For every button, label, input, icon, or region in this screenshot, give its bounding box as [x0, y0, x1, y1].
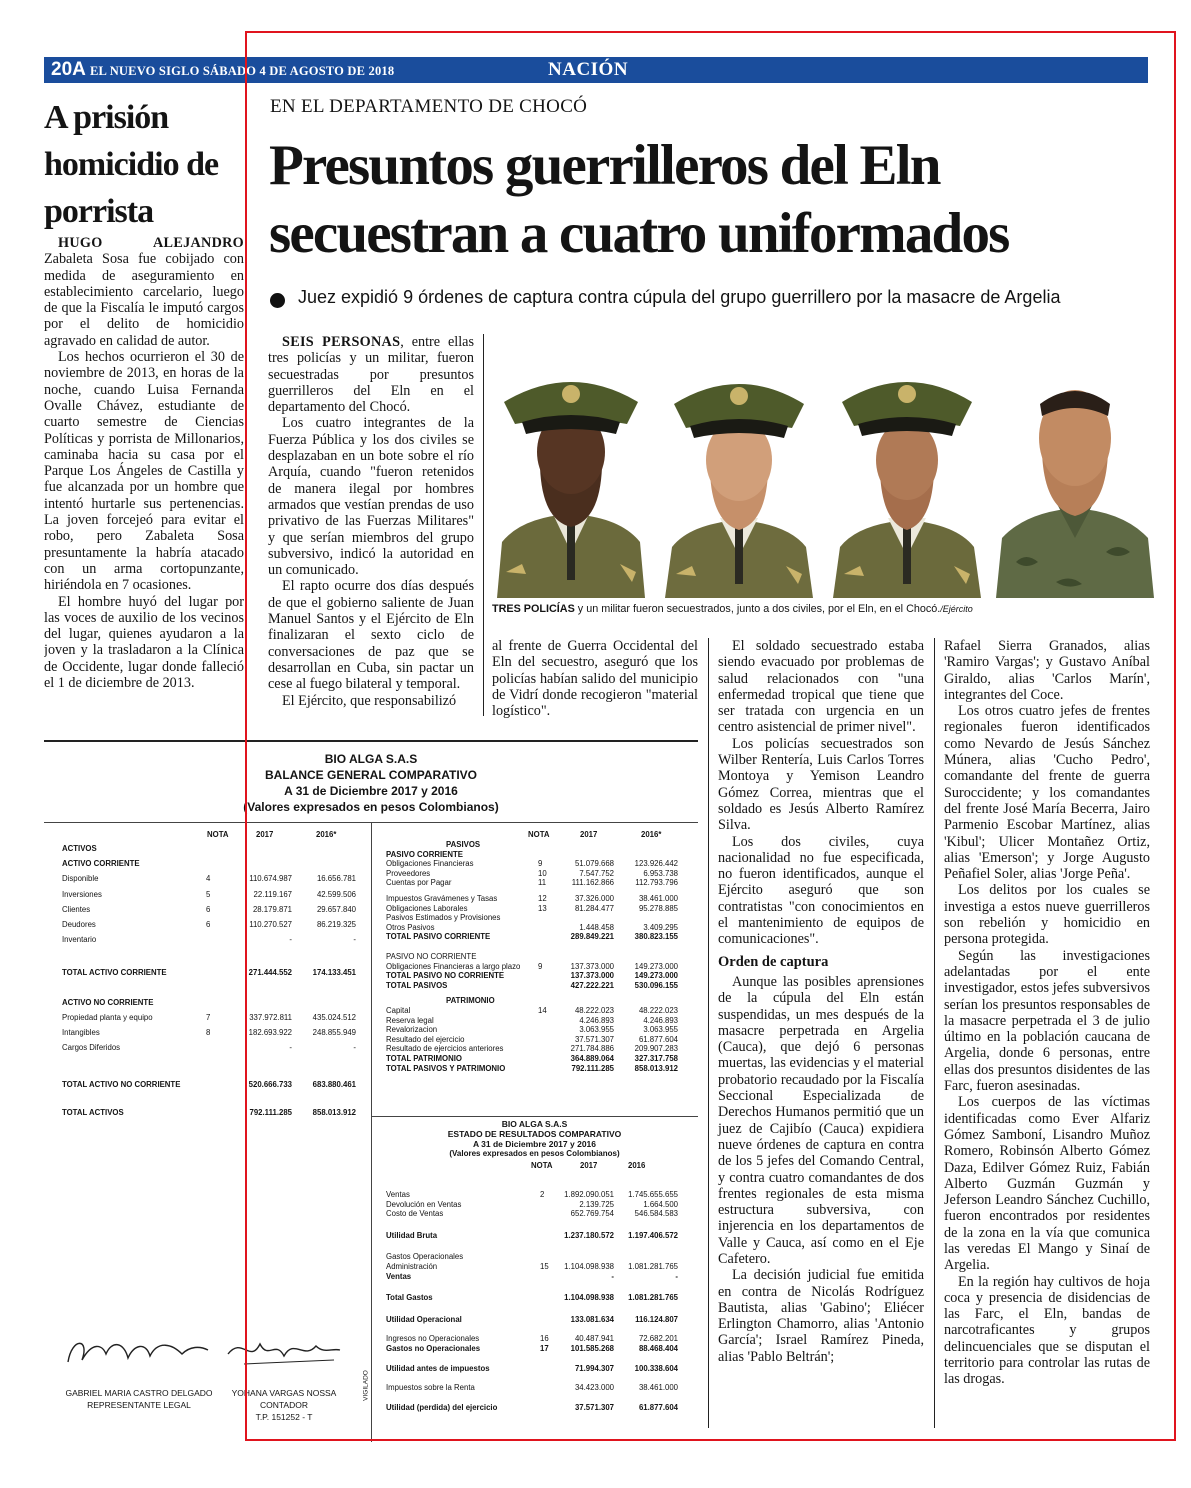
table-row-2016: 174.133.451	[312, 968, 356, 978]
table-row-2017: 28.179.871	[252, 904, 292, 914]
fin-col-2016: 2016*	[316, 830, 337, 839]
table-row-label: Propiedad planta y equipo	[62, 1012, 153, 1022]
table-row-2017: 71.994.307	[574, 1363, 614, 1373]
photo-caption	[492, 603, 1152, 615]
paragraph: Los cuatro integrantes de la Fuerza Pública y los dos civiles se desplazaban en un bote sobre el río Arquía, cuando "fueron retenidos de manera ilegal por hombres armados que vestían prendas de uso privativo de las Fuerzas Militares" y que serían miembros del grupo subversivo, indicó la autoridad en un comunicado.	[268, 415, 474, 579]
table-row-label: Resultado de ejercicios anteriores	[386, 1044, 504, 1054]
paragraph: El Ejército, que responsabilizó	[282, 692, 457, 709]
table-row-label: Capital	[386, 1006, 411, 1015]
article-column-1	[268, 334, 474, 709]
table-row-2017: 101.585.268	[570, 1344, 614, 1353]
income-title: ESTADO DE RESULTADOS COMPARATIVO	[447, 1129, 622, 1139]
table-row-2016: 327.317.758	[634, 1054, 678, 1063]
table-row-2017: 427.222.221	[570, 980, 614, 990]
table-row-label: Revalorizacion	[386, 1025, 438, 1035]
signature-name-1: GABRIEL MARIA CASTRO DELGADO	[65, 1388, 213, 1398]
table-row-2016: 209.907.283	[634, 1044, 678, 1054]
table-row-2016: 149.273.000	[634, 961, 678, 971]
fin-units: (Valores expresados en pesos Colombianos)	[243, 800, 499, 814]
table-row-nota: 9	[538, 859, 543, 869]
lead-caps: SEIS PERSONAS	[282, 334, 401, 350]
table-row-label: ACTIVO CORRIENTE	[62, 859, 140, 869]
caption-bold: TRES POLICÍAS	[492, 603, 575, 615]
paragraph: Rafael Sierra Granados, alias 'Ramiro Vargas'; y Gustavo Aníbal Giraldo, alias 'Carlos Marín', integrantes del Coce.	[944, 638, 1150, 703]
column-divider	[708, 638, 709, 1428]
income-col-2016: 2016	[628, 1161, 646, 1170]
table-row-nota: 10	[538, 868, 547, 878]
paragraph: Los delitos por los cuales se investiga a estos nueve guerrilleros son rebelión y homicidio en persona protegida.	[944, 882, 1150, 948]
signature-role-1: REPRESENTANTE LEGAL	[87, 1400, 191, 1410]
article-column-2	[492, 638, 698, 719]
table-row-label: Utilidad Bruta	[386, 1230, 438, 1240]
income-col-nota: NOTA	[531, 1161, 553, 1170]
table-row-2016: 248.855.949	[312, 1028, 356, 1037]
table-row-2016: 61.877.604	[638, 1402, 678, 1412]
table-row-label: TOTAL ACTIVOS	[62, 1107, 124, 1117]
table-row-label: Proveedores	[386, 868, 431, 878]
table-row-label: Clientes	[62, 904, 91, 914]
table-row-nota: 5	[206, 889, 211, 899]
paragraph: El soldado secuestrado estaba siendo evacuado por problemas de salud relacionados con "una enfermedad tropical que tiene que ser tratada con urgencia en un centro asistencial de primer nivel".	[718, 638, 924, 736]
caption-credit: /Ejército	[940, 604, 973, 614]
table-row-nota: 13	[538, 903, 547, 913]
table-row-2017: 137.373.000	[570, 971, 614, 981]
table-row-label: TOTAL ACTIVO CORRIENTE	[62, 968, 167, 978]
table-row-2017: 1.104.098.938	[564, 1262, 614, 1271]
income-date: A 31 de Diciembre 2017 y 2016	[472, 1139, 596, 1149]
fin-date: A 31 de Diciembre 2017 y 2016	[284, 784, 458, 798]
table-row-label: Utilidad antes de impuestos	[386, 1363, 490, 1373]
table-row-2016: 29.657.840	[316, 904, 356, 914]
paragraph: Según las investigaciones adelantadas por el ente investigador, estos jefes subversivos serían los presuntos responsables de la masacre perpetrada el 3 de julio último en la población caucana de Argelia, donde 6 personas, entre ellas dos presuntos disidentes de las Farc, fueron asesinadas.	[944, 947, 1150, 1095]
fin-title: BALANCE GENERAL COMPARATIVO	[264, 768, 477, 782]
table-row-2017: 271.784.886	[570, 1044, 614, 1054]
financial-statement	[44, 740, 698, 1442]
article-column-3	[718, 638, 924, 1365]
table-row-nota: 4	[206, 874, 211, 884]
article-headline: Presuntos guerrilleros del Eln secuestran a cuatro uniformados	[269, 134, 1009, 265]
table-row-2016: 38.461.000	[638, 894, 678, 903]
table-row-label: Obligaciones Laborales	[386, 903, 468, 913]
table-row-2016: 112.793.796	[635, 878, 678, 888]
table-row-2016: 3.063.955	[643, 1025, 678, 1035]
table-row-label: Reserva legal	[386, 1015, 434, 1025]
page-number: 20A	[51, 59, 86, 80]
table-row-2016: 95.278.885	[638, 903, 678, 913]
table-row-2016: 546.584.583	[634, 1209, 678, 1219]
table-row-2016: -	[353, 935, 356, 945]
table-row-2016: 6.953.738	[643, 868, 678, 878]
table-row-label: Utilidad (perdida) del ejercicio	[386, 1402, 498, 1412]
table-row-2017: 51.079.668	[574, 859, 614, 869]
table-row-nota: 8	[206, 1028, 211, 1037]
table-row-2016: 72.682.201	[638, 1334, 678, 1344]
table-row-2016: 86.219.325	[316, 920, 356, 929]
table-row-label: Impuestos sobre la Renta	[386, 1383, 475, 1393]
paragraph: , entre ellas tres policías y un militar, fueron secuestradas por presuntos guerrilleros del Eln en el departamento del Chocó.	[268, 334, 474, 416]
table-row-2017: 1.448.458	[579, 922, 614, 932]
table-row-2017: 111.162.866	[571, 878, 614, 888]
table-row-label: PASIVO CORRIENTE	[386, 849, 463, 859]
paragraph: Los policías secuestrados son Wilber Rentería, Luis Carlos Torres Montoya y Yemison Leandro Gómez Correa, mientras que el soldado es Jesús Alberto Ramírez Silva.	[718, 735, 924, 834]
caption-text: y un militar fueron secuestrados, junto a dos civiles, por el Eln, en el Chocó.	[574, 603, 941, 615]
table-row-label: Inventario	[62, 935, 97, 945]
signature-accountant	[224, 1334, 344, 1370]
table-row-nota: 6	[206, 920, 211, 929]
paragraph: Aunque las posibles aprensiones de la cúpula del Eln están suspendidas, un mes después de la masacre perpetrada en Argelia (Cauca), que dejó 6 personas muertas, las evidencias y el material probatorio recaudado por la Fiscalía Seccional Especializada de Derechos Humanos permitió que un juez de Cajibío (Cauca) expidiera nueve órdenes de captura en contra de los 5 jefes del Comando Central, y contra cuatro comandantes de dos frentes regionales de esta misma estructura subversiva, con injerencia en los departamentos de Valle y Cauca, así como en el Eje Cafetero.	[718, 973, 924, 1267]
table-row-2017: 40.487.941	[574, 1334, 614, 1344]
table-row-label: Impuestos Gravámenes y Tasas	[386, 894, 498, 903]
table-row-2017: 81.284.477	[574, 903, 614, 913]
table-row-nota: 17	[540, 1344, 549, 1353]
table-section-label: PASIVOS	[446, 840, 481, 849]
table-row-label: Administración	[386, 1262, 438, 1271]
table-row-2016: 100.338.604	[634, 1363, 678, 1373]
fin-col-2017: 2017	[256, 830, 274, 839]
table-row-2017: 137.373.000	[570, 961, 614, 971]
photo-police-officer-2	[660, 342, 818, 598]
column-divider	[483, 334, 484, 716]
signature-name-2: YOHANA VARGAS NOSSA	[231, 1388, 337, 1398]
table-row-label: Gastos no Operacionales	[386, 1344, 481, 1353]
table-row-label: Ventas	[386, 1271, 412, 1281]
table-row-2016: 16.656.781	[316, 874, 356, 884]
table-row-label: TOTAL PASIVOS Y PATRIMONIO	[386, 1063, 506, 1073]
photo-police-officer-3	[828, 342, 986, 598]
table-row-2017: 1.104.098.938	[564, 1293, 614, 1303]
table-row-2016: 4.246.893	[643, 1015, 678, 1025]
table-row-2017: 289.849.221	[570, 932, 614, 942]
table-row-2017: 110.270.527	[249, 920, 292, 929]
table-row-label: PASIVO NO CORRIENTE	[386, 952, 477, 961]
table-row-2017: 110.674.987	[249, 874, 292, 884]
table-row-2017: 3.063.955	[579, 1025, 614, 1035]
table-row-nota: 16	[540, 1334, 549, 1344]
table-row-2016: 38.461.000	[638, 1383, 678, 1393]
table-row-label: TOTAL PASIVOS	[386, 980, 448, 990]
table-row-2017: 182.693.922	[248, 1028, 292, 1037]
table-row-2017: 34.423.000	[574, 1383, 614, 1393]
table-row-2016: 1.081.281.765	[628, 1293, 678, 1303]
table-row-2017: 652.769.754	[570, 1209, 614, 1219]
table-row-2016: 1.197.406.572	[628, 1230, 678, 1240]
table-row-2016: 1.745.655.655	[628, 1190, 678, 1199]
table-row-2016: 123.926.442	[634, 859, 678, 869]
paragraph: En la región hay cultivos de hoja coca y presencia de disidencias de las Farc, el Eln, bandas de narcotraficantes y grupos delincuenciales que se disputan el territorio para controlar las rutas de las drogas.	[944, 1273, 1150, 1388]
table-row-label: Utilidad Operacional	[386, 1314, 462, 1324]
section-label: NACIÓN	[548, 59, 629, 80]
fin-company: BIO ALGA S.A.S	[324, 752, 418, 766]
side-article-body	[44, 235, 244, 725]
table-row-2016: 88.468.404	[638, 1344, 678, 1353]
table-row-label: Devolución en Ventas	[386, 1199, 462, 1209]
table-row-2016: 858.013.912	[312, 1107, 356, 1117]
table-row-2016: 48.222.023	[638, 1006, 678, 1015]
table-row-label: Cargos Diferidos	[62, 1043, 121, 1053]
table-row-label: Intangibles	[62, 1028, 100, 1037]
paragraph: Los otros cuatro jefes de frentes regionales fueron identificados como Nevardo de Jesús Sánchez Múnera, alias 'Cucho Pedro', comandante del frente de guerra Suroccidente; y los comandantes del frente José María Becerra, Jairo Parmenio Escobar Martínez, alias 'Kibul'; Ulicer Montañez Ortiz, alias 'Emerson'; y Jorge Augusto Peñafiel Soler, alias 'Jorge Peña'.	[944, 703, 1150, 883]
photo-strip	[492, 342, 1148, 598]
table-row-2017: 792.111.285	[249, 1107, 292, 1117]
table-row-2017: -	[289, 1043, 292, 1053]
table-row-2016: 683.880.461	[312, 1080, 356, 1090]
table-row-2017: -	[611, 1271, 614, 1281]
table-row-label: Total Gastos	[386, 1293, 433, 1303]
table-row-label: Pasivos Estimados y Provisiones	[386, 913, 501, 923]
table-row-2017: 337.972.811	[249, 1012, 292, 1022]
paragraph: Los cuerpos de las víctimas identificadas como Ever Alfariz Gómez Samboní, Lisandro Muñoz Romero, Robinsón Alberto Gómez Daza, Edilver Gómez Ruiz, Fabián Alberto Guzmán Guzmán y Jeferson Leandro Sánchez Cuchillo, fueron encontrados por residentes de la zona en la vía que comunica las veredas El Mango y Sinaí de Argelia.	[944, 1094, 1150, 1274]
table-row-2016: -	[353, 1043, 356, 1053]
table-row-nota: 6	[206, 904, 211, 914]
table-row-2016: 1.081.281.765	[628, 1262, 678, 1271]
article-column-4	[944, 638, 1150, 1388]
income-col-2017: 2017	[580, 1161, 598, 1170]
table-row-2016: 116.124.807	[635, 1314, 678, 1324]
table-row-2016: -	[675, 1271, 678, 1281]
table-row-label: ACTIVOS	[62, 844, 97, 853]
table-row-2017: -	[289, 935, 292, 945]
table-row-2016: 61.877.604	[638, 1034, 678, 1044]
table-row-label: Ventas	[386, 1190, 410, 1199]
table-row-2017: 37.571.307	[574, 1034, 614, 1044]
signature-id-2: T.P. 151252 - T	[255, 1412, 313, 1422]
table-row-label: Ingresos no Operacionales	[386, 1334, 480, 1344]
paragraph: Los dos civiles, cuya nacionalidad no fue especificada, no fueron identificados, aunque el Ejército aseguró que son contratistas "con conocimientos en el mantenimiento de equipos de comunicaciones".	[718, 833, 924, 948]
income-units: (Valores expresados en pesos Colombianos)	[449, 1149, 620, 1158]
table-row-nota: 9	[538, 961, 543, 971]
side-lead-name: HUGO ALEJANDRO	[58, 235, 244, 251]
article-kicker: EN EL DEPARTAMENTO DE CHOCÓ	[270, 96, 588, 117]
table-row-nota: 15	[540, 1262, 549, 1271]
fin-col-nota-2: NOTA	[528, 830, 550, 839]
table-row-nota: 2	[540, 1190, 545, 1199]
side-paragraph: Zabaleta Sosa fue cobijado con medida de aseguramiento en establecimiento carcelario, luego de que la Fiscalía le imputó cargos por el delito de homicidio agravado en calidad de autor.	[44, 251, 244, 349]
table-row-2017: 48.222.023	[574, 1006, 614, 1015]
table-row-label: Resultado del ejercicio	[386, 1034, 465, 1044]
table-row-label: TOTAL ACTIVO NO CORRIENTE	[62, 1080, 181, 1090]
table-row-label: Deudores	[62, 920, 96, 929]
signature-legal-rep	[62, 1332, 212, 1372]
vigilado-stamp: VIGILADO	[362, 1370, 370, 1401]
photo-soldier	[996, 342, 1154, 598]
income-company: BIO ALGA S.A.S	[501, 1119, 568, 1129]
table-row-2016: 530.096.155	[634, 980, 678, 990]
table-row-2017: 271.444.552	[248, 968, 292, 978]
fin-col-2016-2: 2016*	[641, 830, 662, 839]
paragraph: El rapto ocurre dos días después de que el gobierno saliente de Juan Manuel Santos y el Ejército de Eln finalizaran el sexto ciclo de conversaciones de paz que se desarrollan en Cuba, sin pactar un cese al fuego bilateral y temporal.	[268, 578, 474, 693]
table-row-label: Cuentas por Pagar	[386, 878, 452, 888]
publication-date: EL NUEVO SIGLO SÁBADO 4 DE AGOSTO DE 2018	[90, 64, 395, 78]
table-row-2017: 1.237.180.572	[564, 1230, 614, 1240]
paragraph: al frente de Guerra Occidental del Eln del secuestro, aseguró que los policías habían salido del municipio de Vidrí donde recogieron "material logístico".	[492, 638, 698, 720]
table-row-label: Obligaciones Financieras a largo plazo	[386, 961, 521, 971]
table-row-label: Costo de Ventas	[386, 1209, 444, 1219]
fin-col-nota: NOTA	[207, 830, 229, 839]
table-row-label: Otros Pasivos	[386, 922, 435, 932]
table-row-2016: 380.823.155	[634, 932, 678, 942]
signature-role-2: CONTADOR	[259, 1400, 308, 1410]
table-row-2017: 364.889.064	[570, 1054, 614, 1063]
table-row-2017: 2.139.725	[579, 1199, 614, 1209]
bullet-icon	[270, 293, 285, 308]
table-row-label: TOTAL PASIVO CORRIENTE	[386, 932, 491, 942]
table-row-label: TOTAL PASIVO NO CORRIENTE	[386, 971, 505, 981]
table-row-2017: 22.119.167	[253, 889, 292, 899]
table-row-label: Gastos Operacionales	[386, 1252, 464, 1262]
photo-police-officer-1	[492, 342, 650, 598]
table-row-2017: 1.892.090.051	[564, 1190, 614, 1199]
table-row-nota: 7	[206, 1012, 211, 1022]
table-row-label: Obligaciones Financieras	[386, 859, 474, 869]
fin-divider	[371, 1116, 698, 1117]
table-row-2017: 37.571.307	[574, 1402, 614, 1412]
table-row-2017: 4.246.893	[579, 1015, 614, 1025]
side-article-title: A prisión homicidio de porrista	[44, 99, 219, 230]
side-paragraph: Los hechos ocurrieron el 30 de noviembre de 2013, en horas de la noche, cuando Luisa Fernanda Ovalle Chávez, estudiante de cuarto semestre de Ciencias Políticas y porrista de Millonarios, caminaba hacia su casa por el Parque Los Ángeles de Castilla y fue alcanzada por un hombre que intentó hurtarle sus pertenencias. La joven forcejeó para evitar el robo, pero Zabaleta Sosa presuntamente la habría atacado con un arma cortopunzante, hiriéndola en 7 ocasiones.	[44, 349, 244, 594]
table-row-nota: 14	[538, 1006, 547, 1015]
table-row-2017: 37.326.000	[574, 894, 614, 903]
table-row-2016: 435.024.512	[312, 1012, 356, 1022]
paragraph: La decisión judicial fue emitida en contra de Nicolás Rodríguez Bautista, alias 'Gabino'; Eliécer Erlington Chamorro, alias 'Antonio García'; Israel Ramírez Pineda, alias 'Pablo Beltrán';	[718, 1267, 924, 1365]
subhead-capture: Orden de captura	[718, 953, 829, 970]
table-row-label: Inversiones	[62, 889, 102, 899]
table-row-nota: 11	[538, 878, 547, 888]
table-row-2017: 7.547.752	[579, 868, 614, 878]
table-row-2016: 858.013.912	[634, 1063, 678, 1073]
table-row-2017: 792.111.285	[571, 1063, 614, 1073]
table-row-2016: 149.273.000	[634, 971, 678, 981]
fin-col-2017-2: 2017	[580, 830, 598, 839]
table-row-2016: 1.664.500	[643, 1199, 678, 1209]
table-row-2016: 3.409.295	[643, 922, 678, 932]
table-row-nota: 12	[538, 894, 547, 903]
table-row-2016: 42.599.506	[316, 889, 356, 899]
column-divider	[934, 638, 935, 1428]
table-row-label: TOTAL PATRIMONIO	[386, 1054, 462, 1063]
table-row-label: ACTIVO NO CORRIENTE	[62, 997, 154, 1007]
table-row-label: Disponible	[62, 874, 99, 884]
table-row-2017: 133.081.634	[570, 1314, 614, 1324]
table-row-2017: 520.666.733	[248, 1080, 292, 1090]
article-subheadline: Juez expidió 9 órdenes de captura contra cúpula del grupo guerrillero por la masacre de Argelia	[298, 287, 1061, 307]
side-paragraph: El hombre huyó del lugar por las voces de auxilio de los vecinos del lugar, quienes ayudaron a la joven y la trasladaron a la Clínica de Occidente, lugar donde falleció el 1 de diciembre de 2013.	[44, 593, 244, 692]
table-section-label: PATRIMONIO	[446, 996, 495, 1006]
